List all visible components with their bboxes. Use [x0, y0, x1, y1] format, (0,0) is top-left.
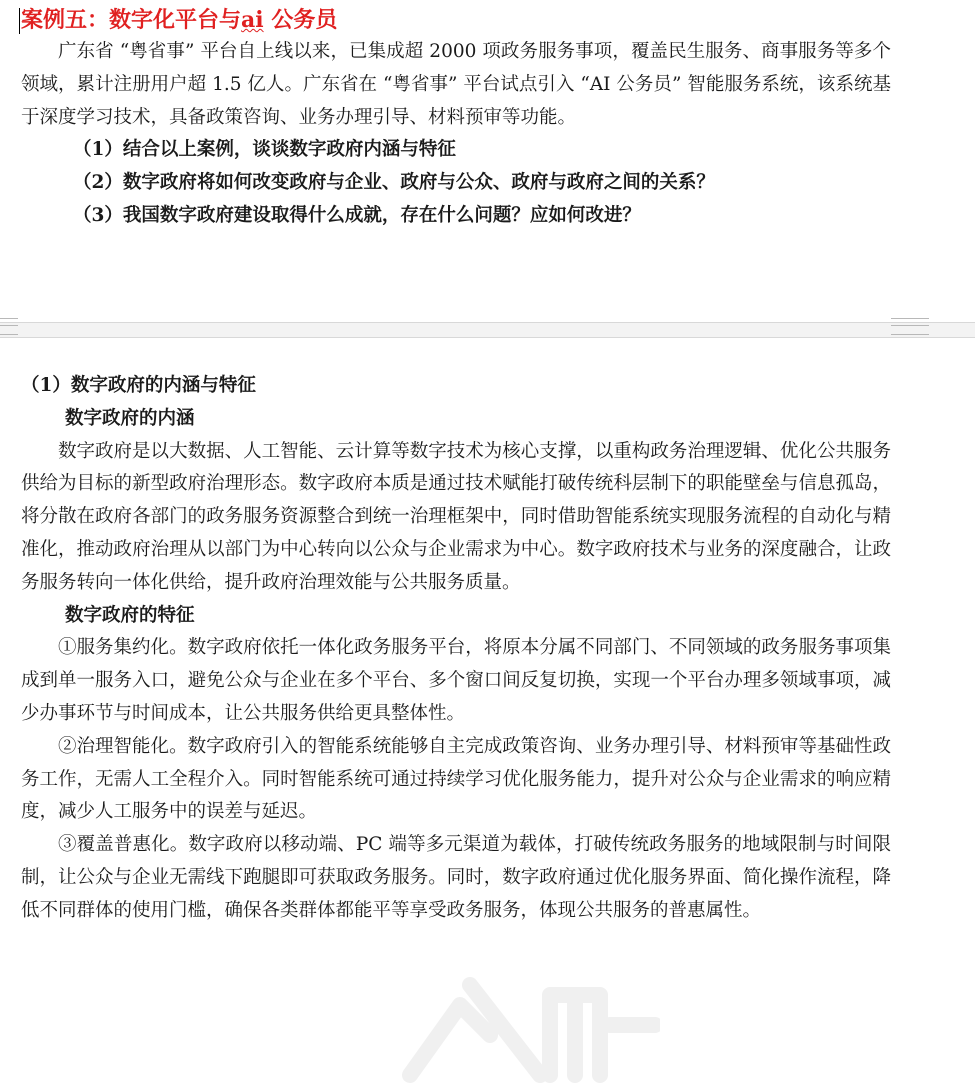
document-page-2	[0, 338, 975, 1022]
case-title-prefix: 案例五：数字化平台与	[21, 7, 242, 33]
document-page-1	[0, 0, 975, 322]
question-1: （1）结合以上案例，谈谈数字政府内涵与特征	[73, 139, 456, 161]
answer-body	[21, 370, 891, 928]
question-3: （3）我国数字政府建设取得什么成就，存在什么问题？应如何改进？	[73, 204, 641, 226]
case-body	[21, 36, 891, 233]
feature-paragraph: ③覆盖普惠化。数字政府以移动端、PC 端等多元渠道为载体，打破传统政务服务的地域限制与时间限制，让公众与企业无需线下跑腿即可获取政务服务。同时，数字政府通过优化服务界面、简化操作流程，降低不同群体的使用门槛，确保各类群体都能平等享受政务服务，体现公共服务的普惠属性。	[21, 834, 891, 921]
features-heading: 数字政府的特征	[65, 604, 195, 626]
answer-section-title: （1）数字政府的内涵与特征	[21, 375, 256, 396]
case-intro-paragraph: 广东省 “粤省事” 平台自上线以来，已集成超 2000 项政务服务事项，覆盖民生服务、商事服务等多个领域，累计注册用户超 1.5 亿人。广东省在 “粤省事” 平台试点引入 “AI 公务员” 智能服务系统，该系统基于深度学习技术，具备政策咨询、业务办理引导、材料预审等功能。	[21, 41, 891, 128]
connotation-heading: 数字政府的内涵	[65, 407, 195, 429]
margin-mark	[0, 318, 18, 326]
case-title	[21, 4, 337, 36]
feature-paragraph: ②治理智能化。数字政府引入的智能系统能够自主完成政策咨询、业务办理引导、材料预审等基础性政务工作，无需人工全程介入。同时智能系统可通过持续学习优化服务能力，提升对公众与企业需求的响应精度，减少人工服务中的误差与延迟。	[21, 735, 891, 823]
question-2: （2）数字政府将如何改变政府与企业、政府与公众、政府与政府之间的关系？	[73, 172, 715, 194]
feature-paragraph: ①服务集约化。数字政府依托一体化政务服务平台，将原本分属不同部门、不同领域的政务服务事项集成到单一服务入口，避免公众与企业在多个平台、多个窗口间反复切换，实现一个平台办理多领域事项，减少办事环节与时间成本，让公共服务供给更具整体性。	[21, 637, 891, 724]
case-title-ai: ai	[241, 7, 264, 33]
case-title-suffix: 公务员	[271, 7, 338, 33]
page-break	[0, 322, 975, 338]
connotation-paragraph: 数字政府是以大数据、人工智能、云计算等数字技术为核心支撑，以重构政务治理逻辑、优化公共服务供给为目标的新型政府治理形态。数字政府本质是通过技术赋能打破传统科层制下的职能壁垒与信息孤岛，将分散在政府各部门的政务服务资源整合到统一治理框架中，同时借助智能系统实现服务流程的自动化与精准化，推动政府治理从以部门为中心转向以公众与企业需求为中心。数字政府技术与业务的深度融合，让政务服务转向一体化供给，提升政府治理效能与公共服务质量。	[21, 440, 891, 593]
text-cursor	[19, 8, 20, 34]
margin-mark	[891, 318, 929, 326]
